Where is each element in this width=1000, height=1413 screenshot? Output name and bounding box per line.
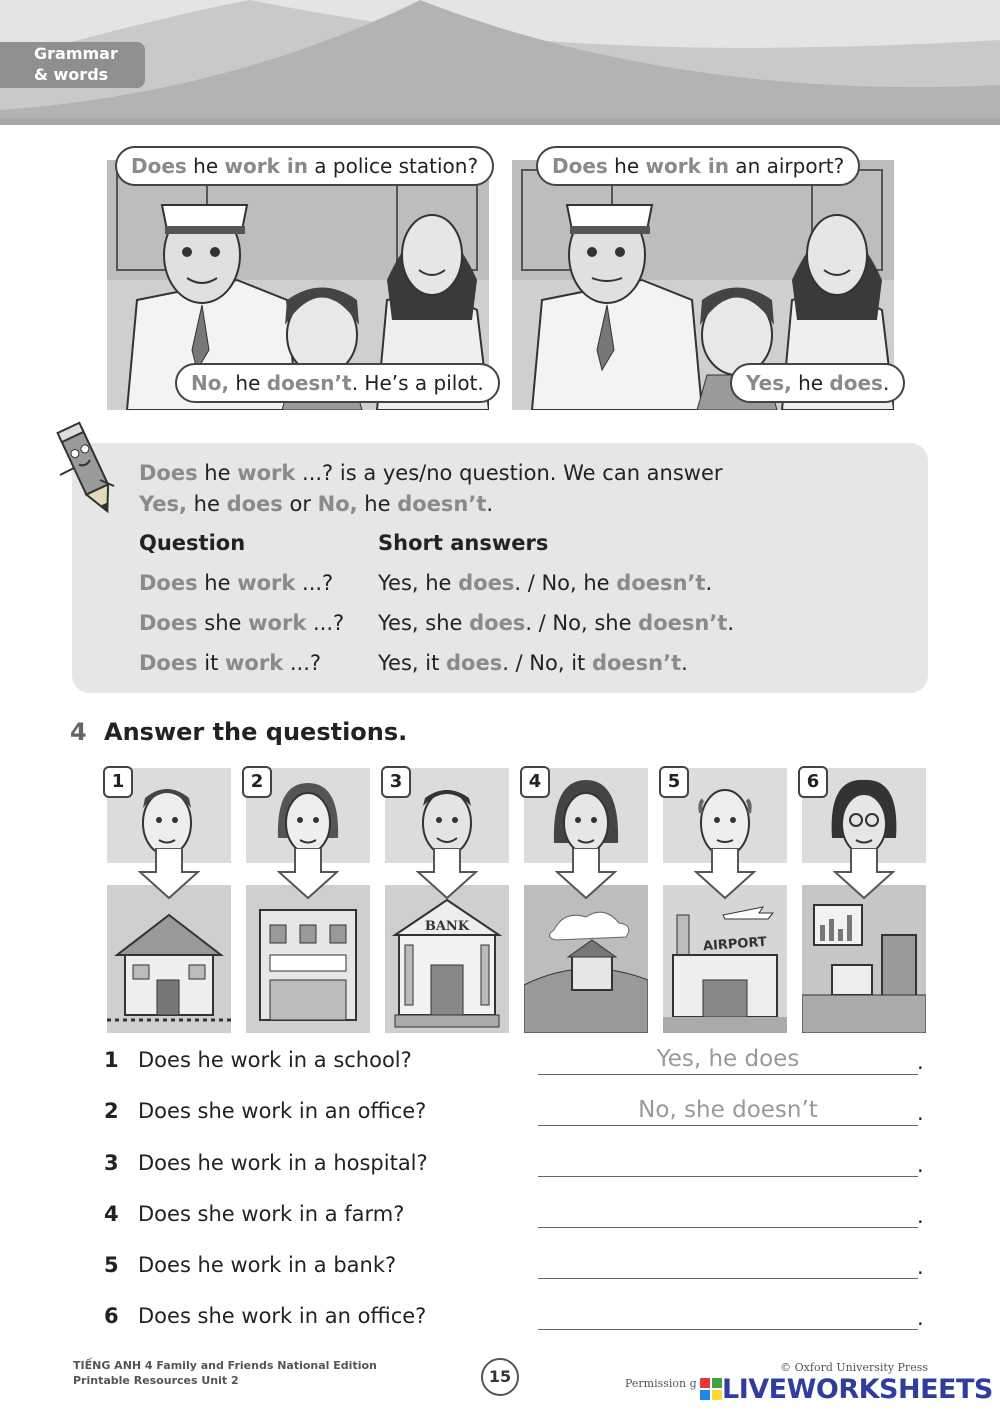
bubble-word-he: he <box>229 371 267 395</box>
airport-sign-label: AIRPORT <box>702 934 768 955</box>
grammar-dots: ...? <box>306 611 345 635</box>
question-text: Does she work in an office? <box>138 1304 427 1328</box>
answer-period: . <box>917 1306 924 1330</box>
bubble-word-does: Does <box>552 154 608 178</box>
picture-number-badge: 5 <box>659 766 689 798</box>
liveworksheets-logo-icon <box>700 1378 722 1400</box>
grammar-question-row <box>139 571 333 595</box>
question-number: 5 <box>104 1253 119 1277</box>
grammar-word-work: work <box>225 651 284 675</box>
place-shop-picture <box>246 885 370 1033</box>
answer-period: . <box>917 1050 924 1074</box>
section-tag-line2: & words <box>34 65 109 84</box>
header-banner <box>0 0 1000 125</box>
bubble-word-he: he <box>607 154 646 178</box>
grammar-pronoun: he <box>197 571 238 595</box>
answer-period: . <box>917 1255 924 1279</box>
pencil-mascot-icon <box>52 420 122 525</box>
question-text: Does she work in a farm? <box>138 1202 405 1226</box>
answer-doesnt: doesn’t <box>616 571 706 595</box>
answer-field-6[interactable] <box>538 1299 918 1330</box>
grammar-answer-row <box>378 651 688 675</box>
footer-book-info <box>73 1358 377 1388</box>
grammar-word-work: work <box>237 571 296 595</box>
speech-bubble-question-1 <box>115 146 494 186</box>
answer-field-2[interactable] <box>538 1095 918 1126</box>
liveworksheets-logo[interactable] <box>700 1374 993 1404</box>
exercise-title: Answer the questions. <box>104 718 408 746</box>
answer-doesnt: doesn’t <box>591 651 682 675</box>
grammar-word-he: he <box>187 492 227 516</box>
grammar-col-answers: Short answers <box>378 531 549 555</box>
answer-part: . / No, she <box>525 611 639 635</box>
answer-period: . <box>917 1153 924 1177</box>
picture-number-badge: 6 <box>798 766 828 798</box>
grammar-word-does: Does <box>139 651 198 675</box>
bubble-word-doesnt: doesn’t <box>266 371 352 395</box>
bubble-word-he: he <box>791 371 830 395</box>
answer-field-3[interactable] <box>538 1146 918 1177</box>
question-number: 3 <box>104 1151 119 1175</box>
answer-does: does <box>469 611 526 635</box>
answer-field-1[interactable] <box>538 1044 918 1075</box>
answer-end: . <box>705 571 713 595</box>
comic-panel-2 <box>512 154 894 410</box>
place-farm-picture <box>524 885 648 1033</box>
picture-number-badge: 1 <box>103 766 133 798</box>
grammar-intro-end: . <box>486 492 494 516</box>
grammar-word-does: Does <box>139 461 198 485</box>
answer-period: . <box>917 1204 924 1228</box>
answer-part: Yes, she <box>378 611 470 635</box>
grammar-word-does: Does <box>139 611 198 635</box>
bubble-answer-rest: . He’s a pilot. <box>351 371 484 395</box>
grammar-word-no: No, <box>317 492 358 516</box>
answer-period: . <box>917 1101 924 1125</box>
arrow-down-icon <box>833 848 895 900</box>
bubble-word-does: does <box>829 371 883 395</box>
bubble-word-yes: Yes, <box>746 371 792 395</box>
question-text: Does he work in a bank? <box>138 1253 397 1277</box>
picture-number-badge: 3 <box>381 766 411 798</box>
answer-part: . / No, it <box>502 651 592 675</box>
footer-book-unit: Printable Resources Unit 2 <box>73 1374 239 1387</box>
grammar-intro-rest: ...? is a yes/no question. We can answer <box>295 461 723 485</box>
grammar-dots: ...? <box>283 651 322 675</box>
answer-does: does <box>446 651 503 675</box>
question-text: Does he work in a school? <box>138 1048 412 1072</box>
grammar-word-he: he <box>197 461 238 485</box>
speech-bubble-answer-1 <box>175 363 500 403</box>
picture-number-badge: 4 <box>520 766 550 798</box>
bubble-word-does: Does <box>131 154 187 178</box>
footer-permission: Permission g <box>625 1377 697 1390</box>
grammar-question-row <box>139 651 321 675</box>
grammar-word-or: or <box>282 492 318 516</box>
arrow-down-icon <box>138 848 200 900</box>
arrow-down-icon <box>555 848 617 900</box>
arrow-down-icon <box>416 848 478 900</box>
grammar-word-doesnt: doesn’t <box>397 492 487 516</box>
grammar-question-row <box>139 611 344 635</box>
bubble-word-no: No, <box>191 371 230 395</box>
answer-part: . / No, he <box>514 571 617 595</box>
grammar-answer-row <box>378 571 712 595</box>
bubble-word-work-in: work in <box>645 154 729 178</box>
footer-book-title: TIẾNG ANH 4 Family and Friends National Edition <box>73 1359 377 1372</box>
bubble-word-work-in: work in <box>224 154 308 178</box>
grammar-word-work: work <box>248 611 307 635</box>
grammar-pronoun: she <box>197 611 249 635</box>
question-number: 1 <box>104 1048 119 1072</box>
section-tag <box>0 42 145 88</box>
grammar-pronoun: it <box>197 651 226 675</box>
comic-panel-1 <box>107 154 489 410</box>
picture-number-badge: 2 <box>242 766 272 798</box>
answer-part: Yes, it <box>378 651 446 675</box>
grammar-intro-line-1 <box>139 461 723 485</box>
grammar-answer-row <box>378 611 734 635</box>
answer-field-4[interactable] <box>538 1197 918 1228</box>
question-number: 2 <box>104 1099 119 1123</box>
question-number: 4 <box>104 1202 119 1226</box>
bubble-question-rest: an airport? <box>728 154 845 178</box>
question-text: Does she work in an office? <box>138 1099 427 1123</box>
section-tag-line1: Grammar <box>34 44 118 63</box>
place-office-picture <box>802 885 926 1033</box>
grammar-word-does: does <box>226 492 283 516</box>
bubble-word-he: he <box>186 154 225 178</box>
answer-doesnt: doesn’t <box>638 611 728 635</box>
arrow-down-icon <box>694 848 756 900</box>
grammar-col-question: Question <box>139 531 246 555</box>
liveworksheets-logo-text: LIVEWORKSHEETS <box>722 1373 993 1405</box>
grammar-word-work: work <box>237 461 296 485</box>
bubble-answer-rest: . <box>882 371 890 395</box>
bank-sign-label: BANK <box>424 919 470 934</box>
answer-field-5[interactable] <box>538 1248 918 1279</box>
grammar-dots: ...? <box>295 571 334 595</box>
page-number: 15 <box>481 1358 519 1396</box>
question-text: Does he work in a hospital? <box>138 1151 428 1175</box>
grammar-word-does: Does <box>139 571 198 595</box>
answer-part: Yes, he <box>378 571 459 595</box>
question-number: 6 <box>104 1304 119 1328</box>
place-airport-picture <box>663 885 787 1033</box>
place-school-picture <box>107 885 231 1033</box>
answer-end: . <box>681 651 688 675</box>
grammar-word-yes: Yes, <box>139 492 187 516</box>
footer-copyright: © Oxford University Press <box>780 1361 928 1374</box>
place-bank-picture <box>385 885 509 1033</box>
arrow-down-icon <box>277 848 339 900</box>
bubble-question-rest: a police station? <box>307 154 479 178</box>
answer-does: does <box>458 571 515 595</box>
speech-bubble-answer-2 <box>730 363 905 403</box>
grammar-intro-line-2 <box>139 492 493 516</box>
grammar-word-he: he <box>357 492 398 516</box>
answer-end: . <box>727 611 735 635</box>
exercise-number: 4 <box>70 718 87 746</box>
speech-bubble-question-2 <box>536 146 860 186</box>
